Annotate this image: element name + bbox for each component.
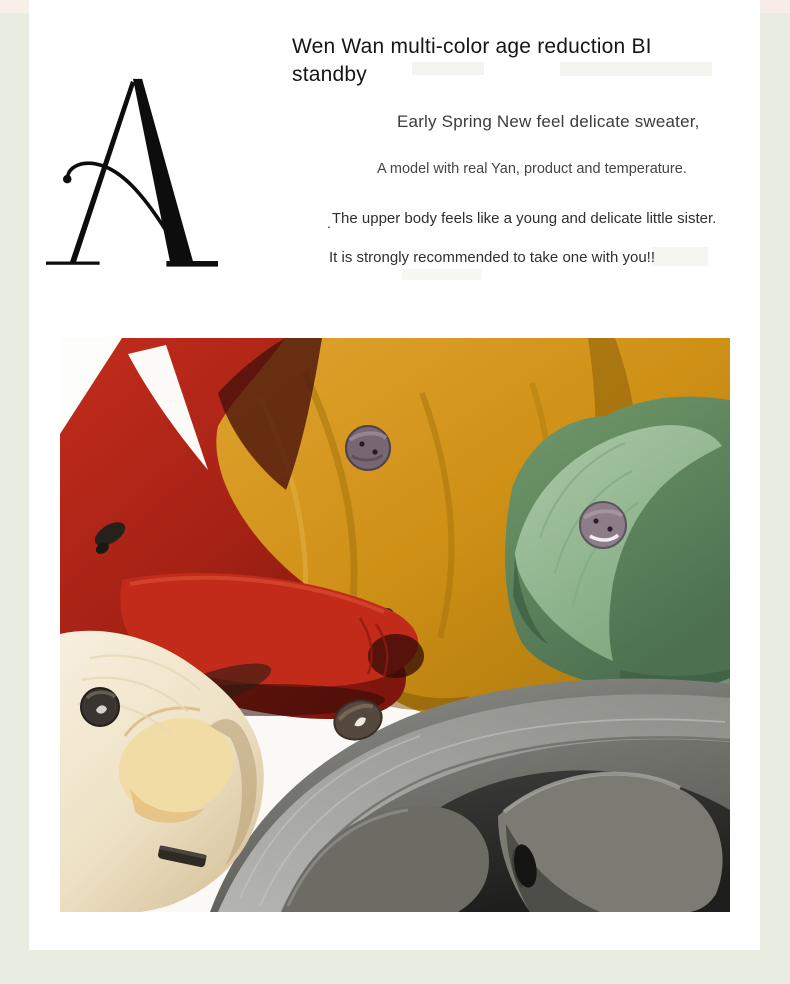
sweater-pile-illustration [60, 338, 730, 912]
subtitle-tertiary-text: The upper body feels like a young and delicate little sister. [331, 210, 717, 227]
brand-letter-a-logo [46, 74, 218, 272]
cream-button [81, 688, 119, 726]
product-photo [60, 338, 730, 912]
subtitle-tertiary [327, 210, 717, 231]
top-left-corner-tint [0, 0, 29, 13]
mustard-button [346, 426, 390, 470]
subtitle-primary: Early Spring New feel delicate sweater, [397, 112, 700, 131]
subtitle-quaternary: It is strongly recommended to take one with you!! [329, 249, 655, 266]
product-title: Wen Wan multi-color age reduction BI standby [292, 35, 652, 86]
highlight-artifact [402, 269, 482, 280]
highlight-artifact [652, 247, 708, 266]
subtitle-secondary: A model with real Yan, product and temperature. [377, 161, 687, 177]
green-button [580, 502, 626, 548]
top-right-corner-tint [760, 0, 790, 13]
leading-dot: . [327, 215, 331, 231]
